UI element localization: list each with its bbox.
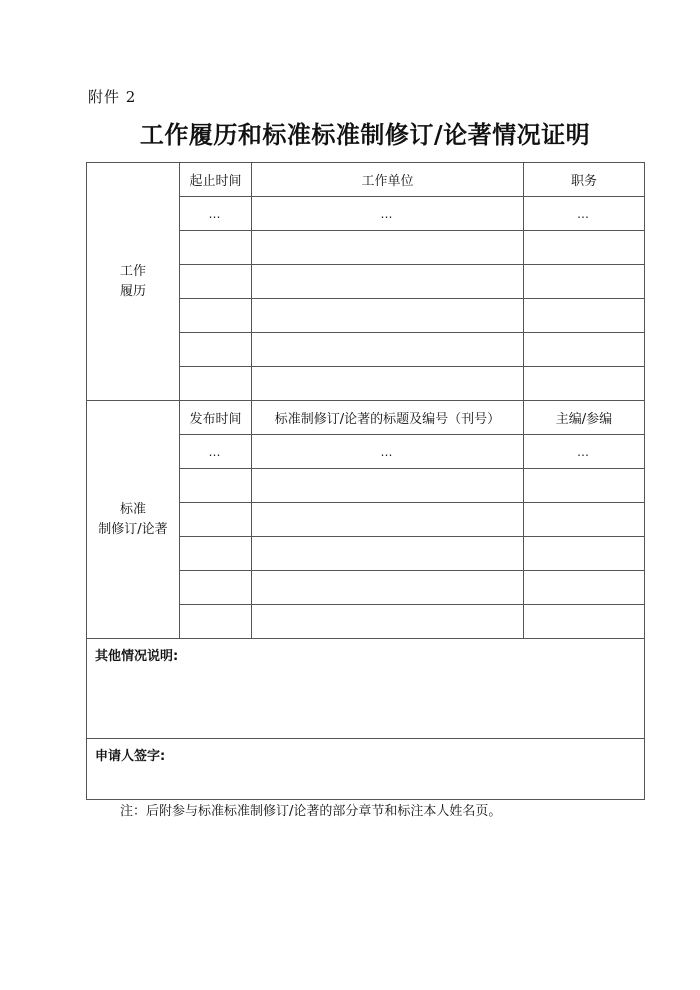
- other-notes-field[interactable]: [87, 639, 645, 739]
- std-cell-title[interactable]: [252, 537, 524, 571]
- std-cell-role[interactable]: [524, 469, 645, 503]
- work-cell-employer[interactable]: [252, 367, 524, 401]
- work-header-row: [87, 163, 645, 197]
- std-cell-role[interactable]: [524, 537, 645, 571]
- work-section-label: [87, 163, 180, 401]
- work-cell-employer[interactable]: [252, 333, 524, 367]
- std-cell-date[interactable]: [180, 503, 252, 537]
- work-cell-employer[interactable]: [252, 299, 524, 333]
- std-cell-title[interactable]: [252, 571, 524, 605]
- signature-label: 申请人签字:: [95, 749, 166, 764]
- std-cell-role[interactable]: [524, 571, 645, 605]
- work-cell-period[interactable]: [180, 299, 252, 333]
- footnote: 注：后附参与标准标准制修订/论著的部分章节和标注本人姓名页。: [120, 804, 502, 819]
- work-cell-period[interactable]: …: [180, 197, 252, 231]
- work-cell-period[interactable]: [180, 265, 252, 299]
- work-cell-position[interactable]: [524, 231, 645, 265]
- work-cell-position[interactable]: [524, 265, 645, 299]
- attachment-label: 附件 2: [88, 88, 137, 106]
- std-cell-date[interactable]: [180, 469, 252, 503]
- work-cell-position[interactable]: …: [524, 197, 645, 231]
- std-cell-title[interactable]: [252, 469, 524, 503]
- other-notes-row: [87, 639, 645, 739]
- work-cell-period[interactable]: [180, 367, 252, 401]
- std-cell-role[interactable]: [524, 605, 645, 639]
- std-header-date: 发布时间: [180, 401, 252, 435]
- work-label-line2: 履历: [119, 283, 146, 299]
- work-header-employer: 工作单位: [252, 163, 524, 197]
- work-cell-employer[interactable]: …: [252, 197, 524, 231]
- form-table: [86, 162, 645, 800]
- std-label-line1: 标准: [119, 501, 146, 517]
- std-section-label: [87, 401, 180, 639]
- std-cell-date[interactable]: …: [180, 435, 252, 469]
- std-label-line2: 制修订/论著: [98, 521, 168, 537]
- std-cell-title[interactable]: [252, 605, 524, 639]
- work-header-period: 起止时间: [180, 163, 252, 197]
- work-cell-employer[interactable]: [252, 231, 524, 265]
- work-cell-position[interactable]: [524, 299, 645, 333]
- std-cell-role[interactable]: …: [524, 435, 645, 469]
- work-label-line1: 工作: [119, 263, 146, 279]
- work-cell-period[interactable]: [180, 231, 252, 265]
- signature-row: [87, 739, 645, 800]
- std-header-row: [87, 401, 645, 435]
- std-header-title: 标准制修订/论著的标题及编号（刊号）: [252, 401, 524, 435]
- page-title: 工作履历和标准标准制修订/论著情况证明: [139, 120, 591, 149]
- std-cell-title[interactable]: [252, 503, 524, 537]
- work-cell-position[interactable]: [524, 333, 645, 367]
- work-cell-employer[interactable]: [252, 265, 524, 299]
- std-cell-date[interactable]: [180, 605, 252, 639]
- std-cell-title[interactable]: …: [252, 435, 524, 469]
- work-header-position: 职务: [524, 163, 645, 197]
- signature-field[interactable]: [87, 739, 645, 800]
- other-notes-label: 其他情况说明:: [95, 649, 179, 664]
- std-cell-date[interactable]: [180, 537, 252, 571]
- std-cell-role[interactable]: [524, 503, 645, 537]
- work-cell-period[interactable]: [180, 333, 252, 367]
- std-cell-date[interactable]: [180, 571, 252, 605]
- work-cell-position[interactable]: [524, 367, 645, 401]
- std-header-role: 主编/参编: [524, 401, 645, 435]
